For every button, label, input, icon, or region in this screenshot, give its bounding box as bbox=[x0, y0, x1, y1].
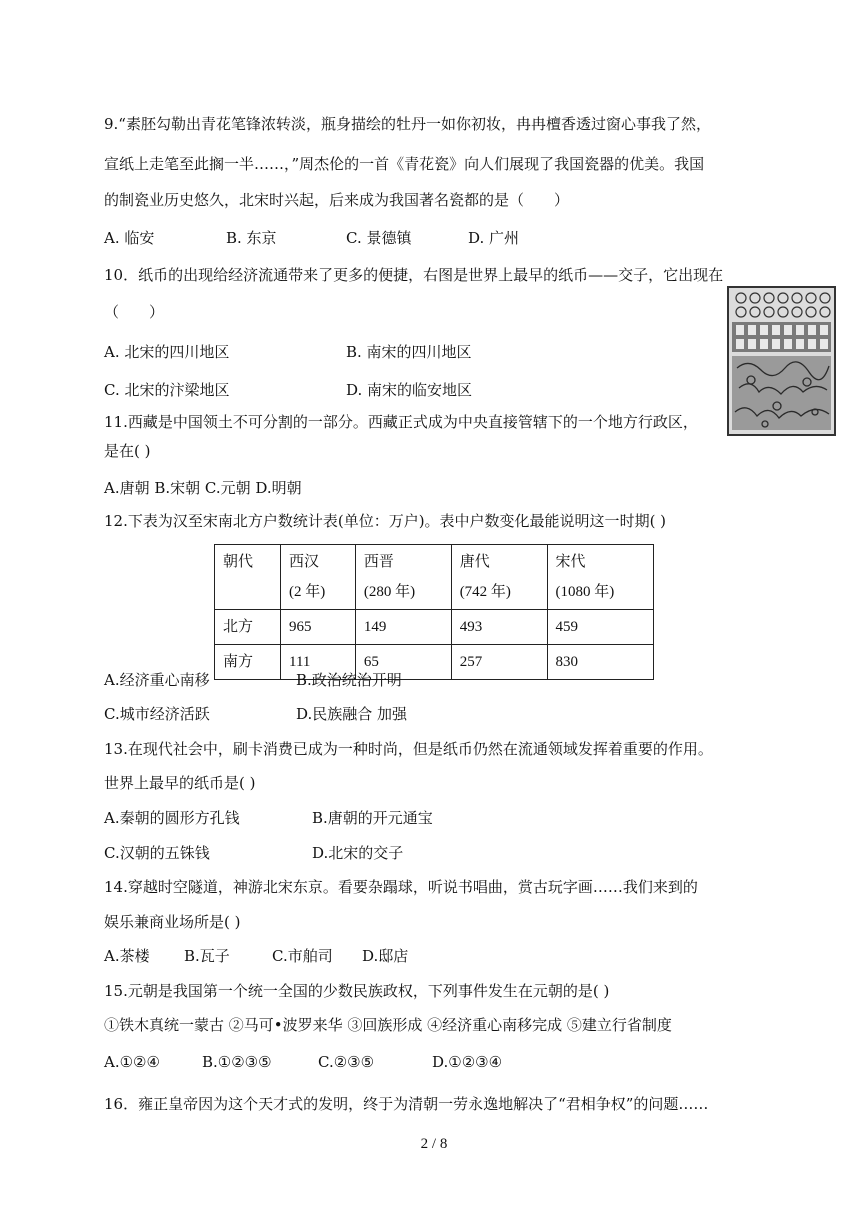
table-cell: 149 bbox=[355, 610, 451, 645]
table-cell: 朝代 bbox=[215, 545, 281, 610]
q14-option-a: A.茶楼 bbox=[104, 947, 150, 965]
table-header-row bbox=[215, 545, 654, 610]
q13-option-c: C.汉朝的五铢钱 bbox=[104, 844, 210, 862]
table-cell: 唐代 (742 年) bbox=[451, 545, 547, 610]
q14-line1: 14.穿越时空隧道，神游北宋东京。看要杂蹋球，听说书唱曲，赏古玩字画……我们来到的 bbox=[104, 878, 698, 896]
q12-option-b: B.政治统治开明 bbox=[296, 671, 402, 689]
q12-line1: 12.下表为汉至宋南北方户数统计表(单位：万户)。表中户数变化最能说明这一时期( ) bbox=[104, 512, 667, 530]
table-cell: 65 bbox=[355, 645, 451, 680]
table-cell: 493 bbox=[451, 610, 547, 645]
q11-line2: 是在( ) bbox=[104, 442, 151, 460]
table-cell: 西晋 (280 年) bbox=[355, 545, 451, 610]
q14-line2: 娱乐兼商业场所是( ) bbox=[104, 913, 241, 931]
q12-option-d: D.民族融合 加强 bbox=[296, 705, 408, 723]
q10-option-c: C. 北宋的汴梁地区 bbox=[104, 381, 230, 399]
q10-line1: 10．纸币的出现给经济流通带来了更多的便捷，右图是世界上最早的纸币——交子，它出现在 bbox=[104, 266, 724, 284]
q15-line1: 15.元朝是我国第一个统一全国的少数民族政权，下列事件发生在元朝的是( ) bbox=[104, 982, 610, 1000]
table-cell: 965 bbox=[281, 610, 356, 645]
q13-option-b: B.唐朝的开元通宝 bbox=[312, 809, 433, 827]
q12-option-c: C.城市经济活跃 bbox=[104, 705, 210, 723]
q11-options: A.唐朝 B.宋朝 C.元朝 D.明朝 bbox=[104, 479, 302, 497]
q9-option-d: D. 广州 bbox=[468, 229, 520, 247]
table-cell: 南方 bbox=[215, 645, 281, 680]
q13-line2: 世界上最早的纸币是( ) bbox=[104, 774, 256, 792]
q15-line2: ①铁木真统一蒙古 ②马可•波罗来华 ③回族形成 ④经济重心南移完成 ⑤建立行省制度 bbox=[104, 1016, 672, 1034]
q13-option-d: D.北宋的交子 bbox=[312, 844, 404, 862]
q15-option-a: A.①②④ bbox=[104, 1053, 160, 1071]
q12-option-a: A.经济重心南移 bbox=[104, 671, 210, 689]
table-cell: 宋代 (1080 年) bbox=[547, 545, 653, 610]
q9-line3: 的制瓷业历史悠久，北宋时兴起，后来成为我国著名瓷都的是（ ） bbox=[104, 191, 570, 209]
q13-option-a: A.秦朝的圆形方孔钱 bbox=[104, 809, 240, 827]
page-number: 2 / 8 bbox=[420, 1136, 448, 1152]
q11-line1: 11.西藏是中国领土不可分割的一部分。西藏正式成为中央直接管辖下的一个地方行政区， bbox=[104, 413, 698, 431]
q9-option-a: A. 临安 bbox=[104, 229, 155, 247]
q9-line2: 宣纸上走笔至此搁一半……，”周杰伦的一首《青花瓷》向人们展现了我国瓷器的优美。我国 bbox=[104, 155, 705, 173]
table-row bbox=[215, 645, 654, 680]
table-cell: 257 bbox=[451, 645, 547, 680]
q10-line2: （ ） bbox=[104, 303, 165, 321]
q15-option-c: C.②③⑤ bbox=[318, 1053, 375, 1071]
household-statistics-table bbox=[214, 544, 654, 680]
jiaozi-banknote-image bbox=[727, 286, 836, 436]
table-cell: 830 bbox=[547, 645, 653, 680]
q14-option-c: C.市舶司 bbox=[272, 947, 333, 965]
q10-option-a: A. 北宋的四川地区 bbox=[104, 343, 230, 361]
q9-option-b: B. 东京 bbox=[226, 229, 277, 247]
q15-option-b: B.①②③⑤ bbox=[202, 1053, 272, 1071]
q13-line1: 13.在现代社会中，刷卡消费已成为一种时尚，但是纸币仍然在流通领域发挥着重要的作用。 bbox=[104, 740, 713, 758]
q9-line1: 9.“素胚勾勒出青花笔锋浓转淡，瓶身描绘的牡丹一如你初妆，冉冉檀香透过窗心事我了然， bbox=[104, 115, 711, 133]
q14-option-b: B.瓦子 bbox=[184, 947, 230, 965]
q16-line1: 16．雍正皇帝因为这个天才式的发明，终于为清朝一劳永逸地解决了“君相争权”的问题…… bbox=[104, 1095, 709, 1113]
q14-option-d: D.邸店 bbox=[362, 947, 409, 965]
table-cell: 北方 bbox=[215, 610, 281, 645]
table-cell: 西汉 (2 年) bbox=[281, 545, 356, 610]
table-cell: 459 bbox=[547, 610, 653, 645]
q10-option-b: B. 南宋的四川地区 bbox=[346, 343, 472, 361]
q9-option-c: C. 景德镇 bbox=[346, 229, 412, 247]
table-cell: 111 bbox=[281, 645, 356, 680]
q15-option-d: D.①②③④ bbox=[432, 1053, 503, 1071]
table-row bbox=[215, 610, 654, 645]
q10-option-d: D. 南宋的临安地区 bbox=[346, 381, 473, 399]
